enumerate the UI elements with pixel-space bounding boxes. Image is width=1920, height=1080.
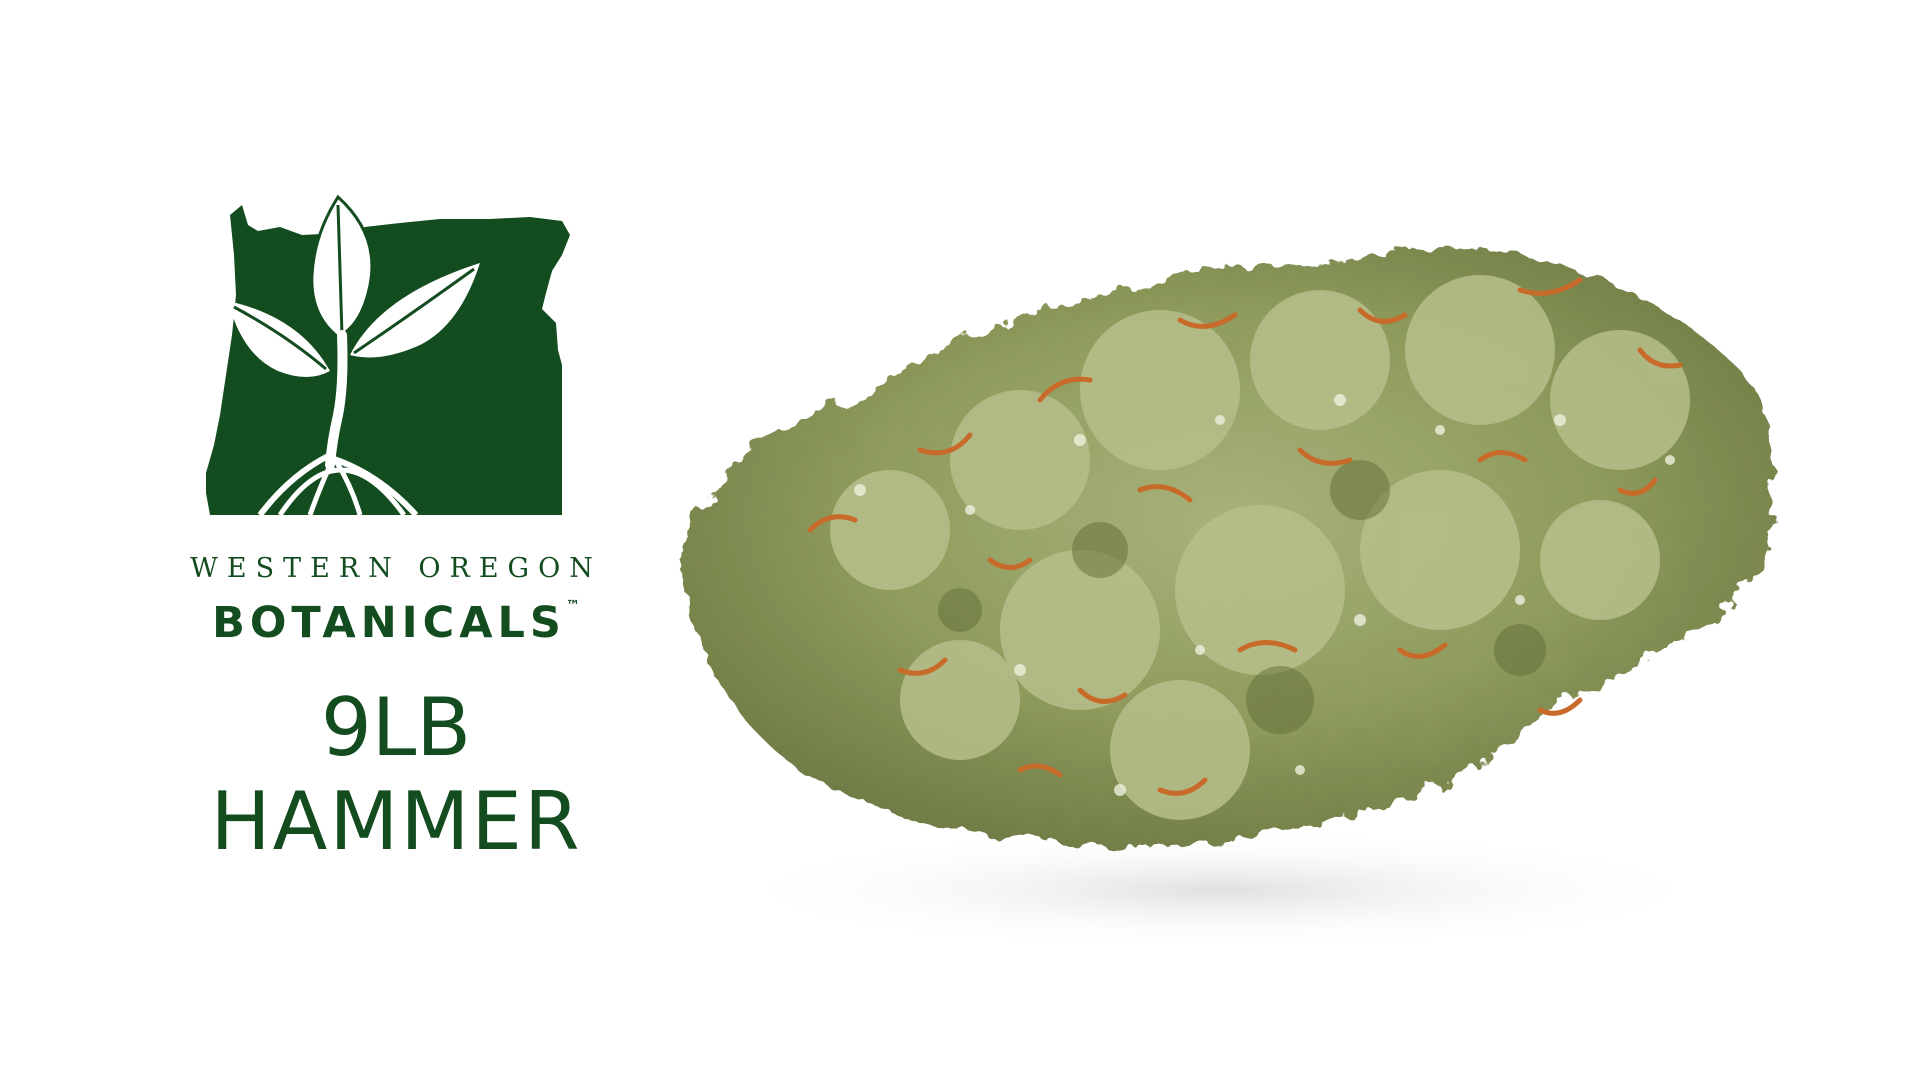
trademark-symbol: ™ xyxy=(565,598,580,614)
cannabis-bud-photo xyxy=(660,230,1860,970)
product-name-line1: 9LB xyxy=(320,681,472,774)
brand-name-top: WESTERN OREGON xyxy=(190,553,602,584)
product-name-line2: HAMMER xyxy=(210,775,582,868)
brand-name-bottom: BOTANICALS™ xyxy=(212,598,580,648)
oregon-sprout-logo-icon xyxy=(190,175,610,535)
